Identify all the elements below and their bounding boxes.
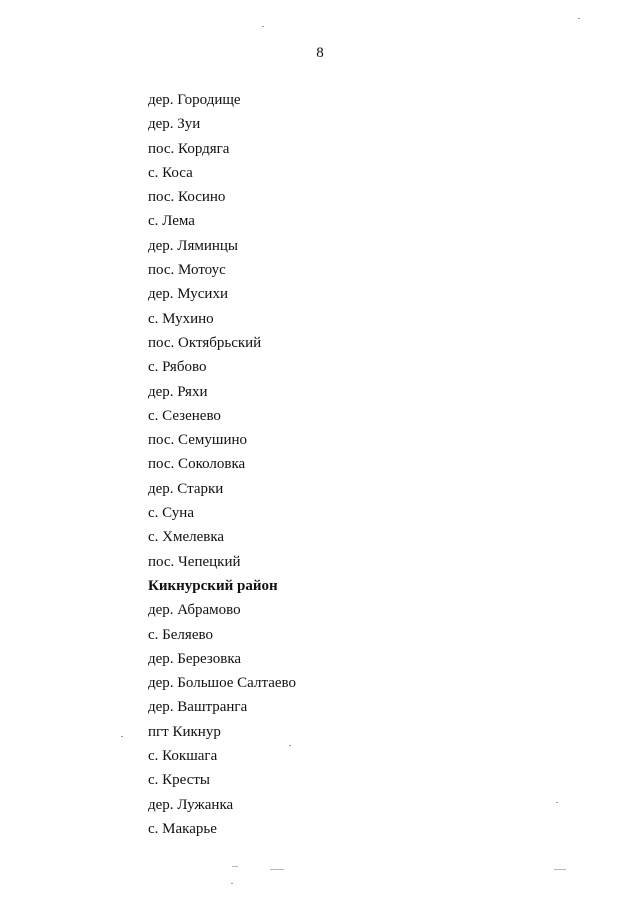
settlement-item: дер. Старки	[148, 480, 224, 497]
scan-speck	[231, 883, 233, 884]
settlement-item: дер. Ляминцы	[148, 237, 239, 254]
scan-mark	[554, 869, 566, 870]
settlement-item: пос. Соколовка	[148, 456, 246, 473]
settlement-item: с. Хмелевка	[148, 529, 225, 546]
scan-mark	[270, 869, 284, 870]
scan-mark	[232, 866, 238, 867]
settlement-item: пос. Мотоус	[148, 262, 226, 279]
settlement-item: дер. Лужанка	[148, 796, 234, 813]
settlement-item: с. Рябово	[148, 359, 207, 376]
settlement-item: дер. Березовка	[148, 650, 242, 667]
scan-speck	[121, 736, 123, 737]
settlement-list	[148, 88, 296, 841]
scan-speck	[262, 26, 264, 27]
settlement-item: пос. Кордяга	[148, 140, 230, 157]
scan-speck	[578, 18, 580, 19]
scan-speck	[289, 745, 291, 746]
settlement-item: пос. Семушино	[148, 432, 248, 449]
settlement-item: дер. Ваштранга	[148, 699, 248, 716]
settlement-item: с. Сезенево	[148, 407, 221, 424]
settlement-item: дер. Абрамово	[148, 602, 241, 619]
settlement-item: с. Беляево	[148, 626, 213, 643]
settlement-item: дер. Ряхи	[148, 383, 208, 400]
district-heading: Кикнурский район	[148, 577, 278, 594]
settlement-item: дер. Городище	[148, 92, 241, 108]
settlement-item: дер. Большое Салтаево	[148, 675, 296, 692]
settlement-item: с. Кресты	[148, 772, 210, 789]
settlement-item: с. Коса	[148, 164, 193, 181]
settlement-item: пгт Кикнур	[148, 723, 221, 740]
page-number: 8	[316, 45, 324, 61]
settlement-item: пос. Октябрьский	[148, 334, 262, 351]
settlement-item: с. Суна	[148, 505, 194, 522]
settlement-item: с. Мухино	[148, 310, 214, 327]
settlement-item: с. Макарье	[148, 820, 217, 837]
settlement-item: с. Лема	[148, 213, 195, 230]
settlement-item: пос. Чепецкий	[148, 553, 241, 570]
scan-speck	[556, 802, 558, 803]
settlement-item: с. Кокшага	[148, 748, 218, 765]
settlement-item: пос. Косино	[148, 189, 226, 206]
settlement-item: дер. Зуи	[148, 116, 201, 133]
settlement-item: дер. Мусихи	[148, 286, 228, 303]
